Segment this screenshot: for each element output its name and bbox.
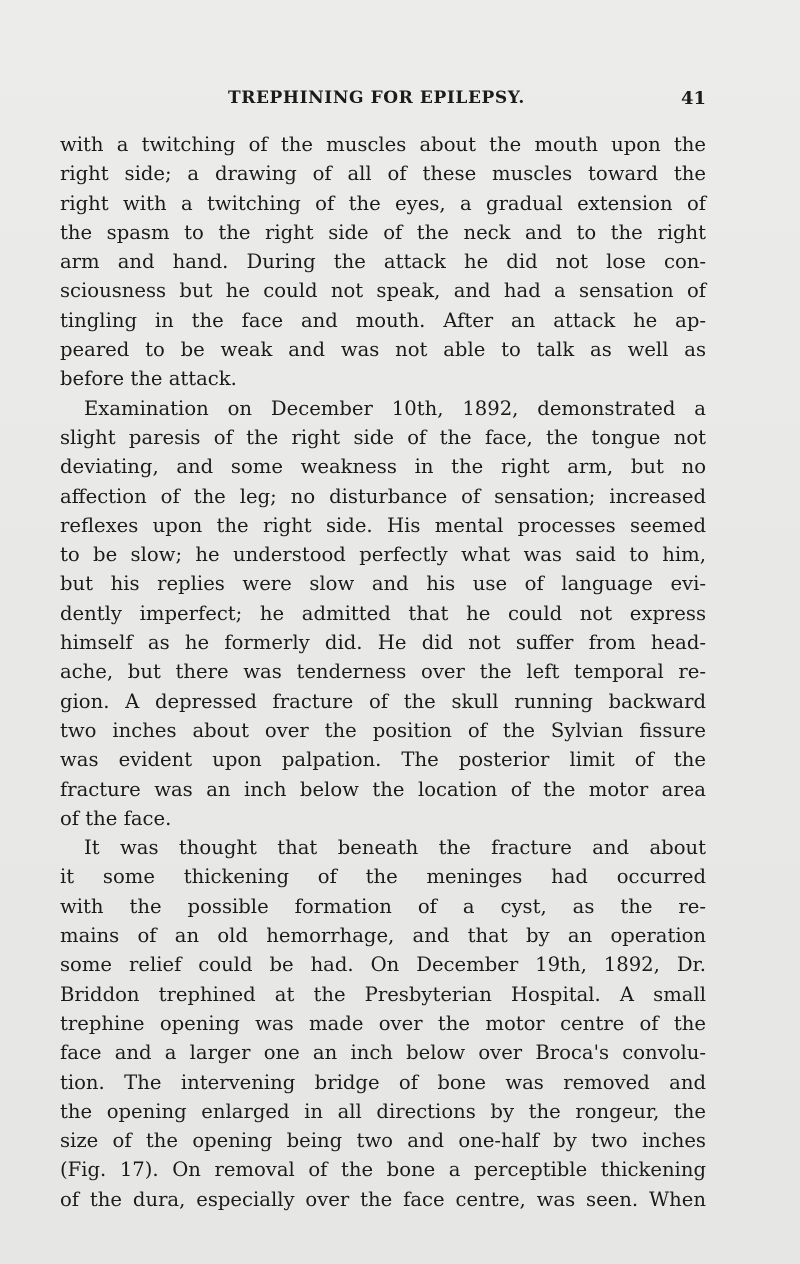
text-line: ache, but there was tenderness over the left temporal re- [60,660,706,684]
text-line: two inches about over the position of the Sylvian fissure [60,718,706,742]
text-line: with a twitching of the muscles about the mouth upon the [60,133,706,156]
text-line: Briddon trephined at the Presbyterian Hospital. A small [60,982,706,1006]
text-line: it some thickening of the meninges had occurred [60,865,706,889]
text-line: some relief could be had. On December 19th, 1892, Dr. [60,953,706,977]
text-line: size of the opening being two and one-half by two inches [60,1129,706,1153]
text-line: to be slow; he understood perfectly what was said to him, [60,543,706,567]
running-title: TREPHINING FOR EPILEPSY. [228,88,525,108]
text-line: right with a twitching of the eyes, a gradual extension of [60,191,706,215]
text-line: fracture was an inch below the location of the motor area [60,777,706,801]
text-line: was evident upon palpation. The posterior limit of the [60,748,706,772]
paragraph-start-line: Examination on December 10th, 1892, demonstrated a [84,396,706,420]
text-line: arm and hand. During the attack he did not lose con- [60,250,706,274]
text-line: tion. The intervening bridge of bone was removed and [60,1070,706,1094]
text-line: tingling in the face and mouth. After an attack he ap- [60,308,706,332]
text-line: with the possible formation of a cyst, as the re- [60,894,706,918]
body-text [60,130,706,1214]
text-line: peared to be weak and was not able to talk as well as [60,338,706,362]
text-line: of the dura, especially over the face centre, was seen. When [60,1187,706,1211]
text-line: right side; a drawing of all of these muscles toward the [60,162,706,186]
running-head [60,88,706,116]
text-line: dently imperfect; he admitted that he could not express [60,601,706,625]
text-line: before the attack. [60,367,237,391]
page-number: 41 [680,88,706,109]
text-line: (Fig. 17). On removal of the bone a perceptible thickening [60,1158,706,1182]
text-line: trephine opening was made over the motor centre of the [60,1011,706,1035]
text-line: affection of the leg; no disturbance of sensation; increased [60,484,706,508]
text-line: sciousness but he could not speak, and had a sensation of [60,279,706,303]
text-line: reflexes upon the right side. His mental processes seemed [60,513,706,537]
text-line: the opening enlarged in all directions by the rongeur, the [60,1099,706,1123]
text-line: face and a larger one an inch below over Broca's convolu- [60,1041,706,1065]
text-line: the spasm to the right side of the neck and to the right [60,220,706,244]
text-line: of the face. [60,806,172,830]
text-line: gion. A depressed fracture of the skull running backward [60,689,706,713]
paragraph-start-line: It was thought that beneath the fracture and about [84,836,706,860]
text-line: but his replies were slow and his use of language evi- [60,572,706,596]
text-line: deviating, and some weakness in the right arm, but no [60,455,706,479]
text-line: slight paresis of the right side of the face, the tongue not [60,425,706,449]
text-line: himself as he formerly did. He did not suffer from head- [60,631,706,655]
text-line: mains of an old hemorrhage, and that by an operation [60,924,706,948]
